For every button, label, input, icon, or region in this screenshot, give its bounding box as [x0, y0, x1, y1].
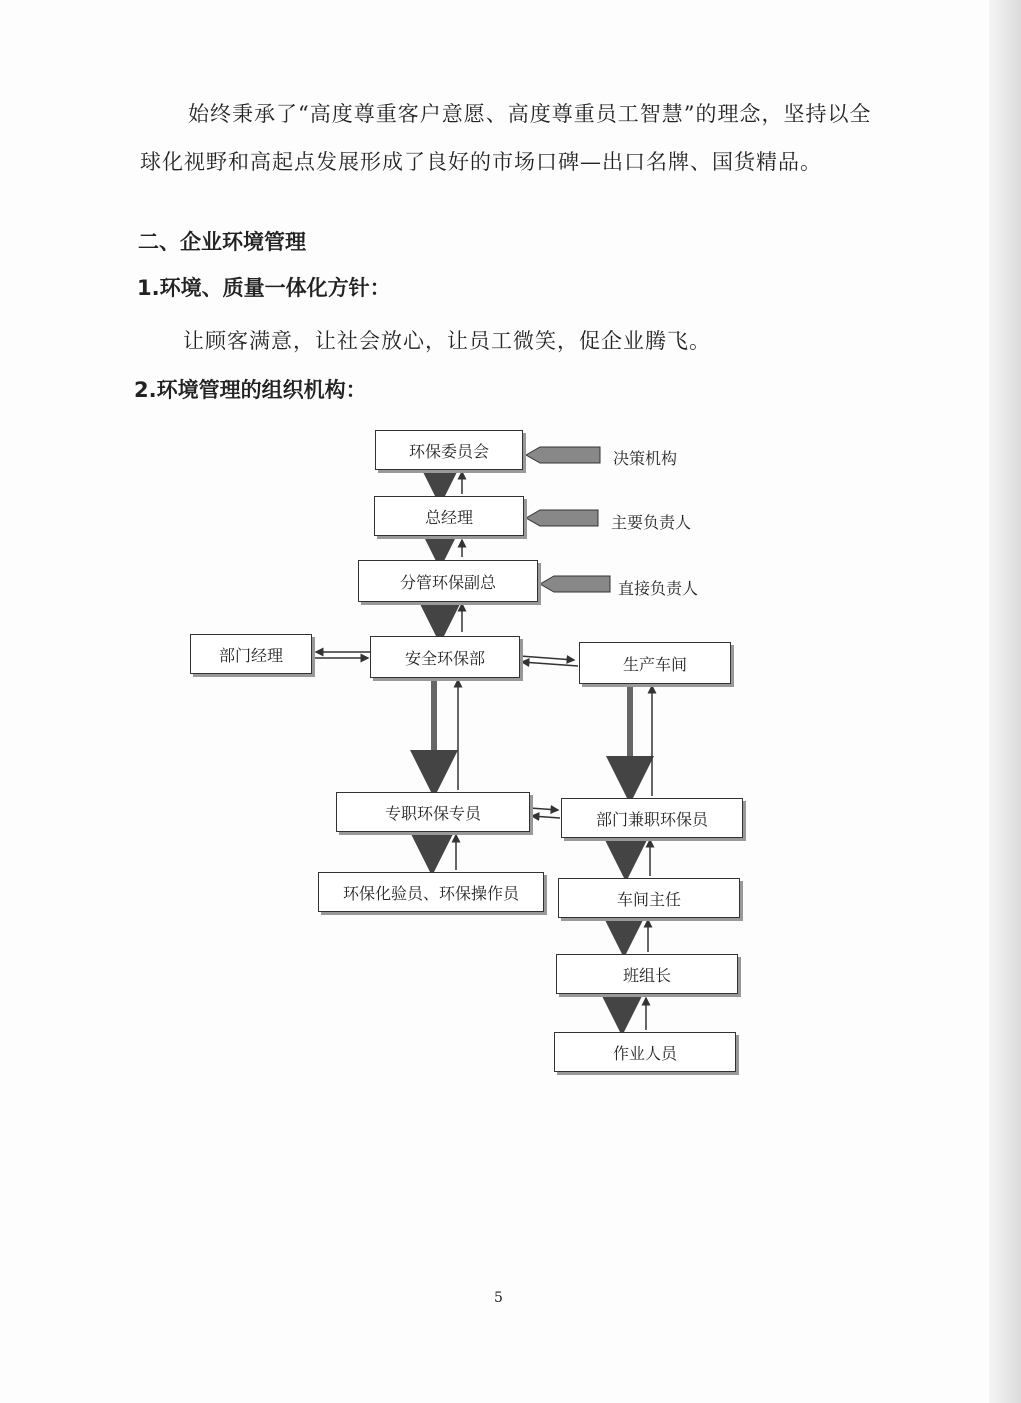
role-label-primary: 主要负责人: [611, 513, 692, 532]
node-team-leader: 班组长: [556, 954, 738, 994]
policy-text: 让顾客满意，让社会放心，让员工微笑，促企业腾飞。: [183, 329, 711, 353]
node-operator: 作业人员: [554, 1032, 736, 1072]
node-general-manager: 总经理: [374, 496, 524, 536]
intro-line-2: 球化视野和高起点发展形成了良好的市场口碑—出口名牌、国货精品。: [140, 150, 822, 174]
node-production-workshop: 生产车间: [579, 642, 731, 684]
sub-heading-organization: 2.环境管理的组织机构：: [134, 378, 367, 402]
node-full-time-officer: 专职环保专员: [336, 792, 530, 832]
node-lab-operators: 环保化验员、环保操作员: [318, 872, 544, 912]
page-number: 5: [494, 1290, 503, 1306]
arrow-safety-workshop: [520, 656, 574, 660]
node-vice-president: 分管环保副总: [358, 560, 538, 602]
sub-heading-policy: 1.环境、质量一体化方针：: [137, 276, 391, 300]
role-label-direct: 直接负责人: [618, 579, 699, 598]
section-heading: 二、企业环境管理: [138, 230, 306, 254]
role-label-decision: 决策机构: [613, 449, 678, 468]
node-safety-env-dept: 安全环保部: [370, 636, 520, 678]
role-pointer-direct: [540, 576, 610, 592]
node-committee: 环保委员会: [375, 430, 523, 470]
node-part-time-officer: 部门兼职环保员: [561, 798, 743, 838]
arrow-workshop-safety: [522, 662, 578, 666]
arrow-parttime-fulltime: [532, 816, 560, 818]
arrow-fulltime-parttime: [530, 808, 558, 810]
node-workshop-director: 车间主任: [558, 878, 740, 918]
node-dept-manager: 部门经理: [190, 634, 312, 674]
role-pointer-decision: [526, 447, 600, 463]
role-pointer-primary: [526, 510, 598, 526]
intro-line-1: 始终秉承了“高度尊重客户意愿、高度尊重员工智慧”的理念，坚持以全: [188, 102, 872, 126]
